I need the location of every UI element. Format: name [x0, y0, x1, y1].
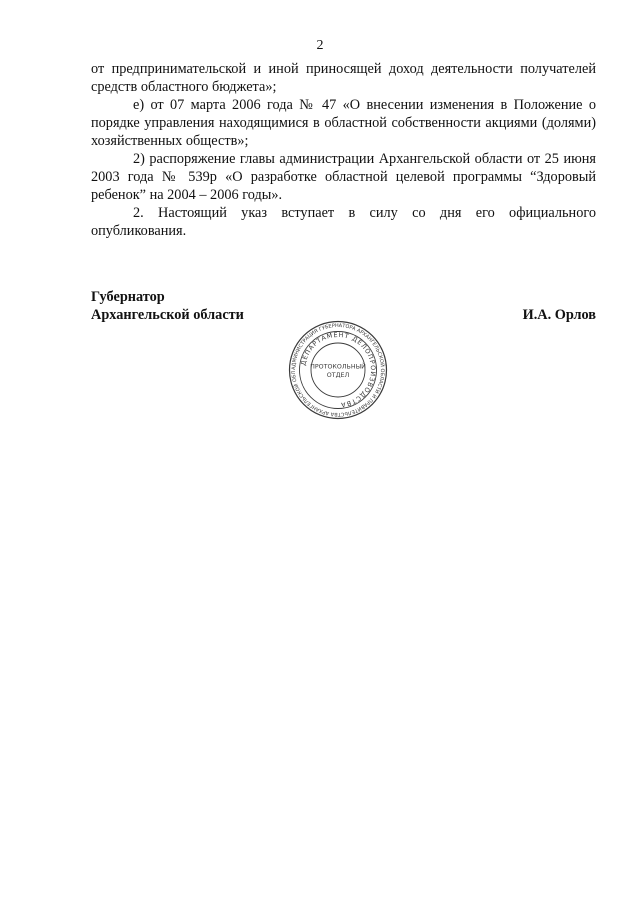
signature-position-line1	[91, 288, 596, 306]
paragraph-continuation: от предпринимательской и иной приносящей доход деятельности получателей средств областного бюджета»;	[91, 61, 596, 95]
paragraph-item-e: е) от 07 марта 2006 года № 47 «О внесении изменения в Положение о порядке управления находящимися в областной собственности акциями (долями) хозяйственных обществ»;	[91, 97, 596, 149]
seal-inner-text: ДЕПАРТАМЕНТ ДЕЛОПРОИЗВОДСТВА	[299, 330, 378, 409]
paragraph-effective-date: 2. Настоящий указ вступает в силу со дня его официального опубликования.	[91, 205, 596, 239]
signatory-name: И.А. Орлов	[522, 307, 596, 323]
seal-outer-text: АДМИНИСТРАЦИЯ ГУБЕРНАТОРА АРХАНГЕЛЬСКОЙ ОБЛАСТИ И ПРАВИТЕЛЬСТВА АРХАНГЕЛЬСКОЙ ОБЛ	[290, 322, 386, 418]
page-number: 2	[316, 38, 324, 53]
official-seal-stamp	[288, 320, 388, 420]
paragraph-item-2: 2) распоряжение главы администрации Архангельской области от 25 июня 2003 года № 539р «О разработке областной целевой программы “Здоровый ребенок” на 2004 – 2006 годы».	[91, 151, 596, 203]
document-body	[91, 60, 596, 240]
signature-block	[91, 288, 596, 324]
seal-icon	[288, 320, 388, 420]
signature-title: Губернатор	[91, 289, 165, 305]
signature-region: Архангельской области	[91, 307, 244, 323]
seal-center-line1: ПРОТОКОЛЬНЫЙ	[310, 363, 366, 371]
seal-center-line2: ОТДЕЛ	[326, 372, 350, 379]
